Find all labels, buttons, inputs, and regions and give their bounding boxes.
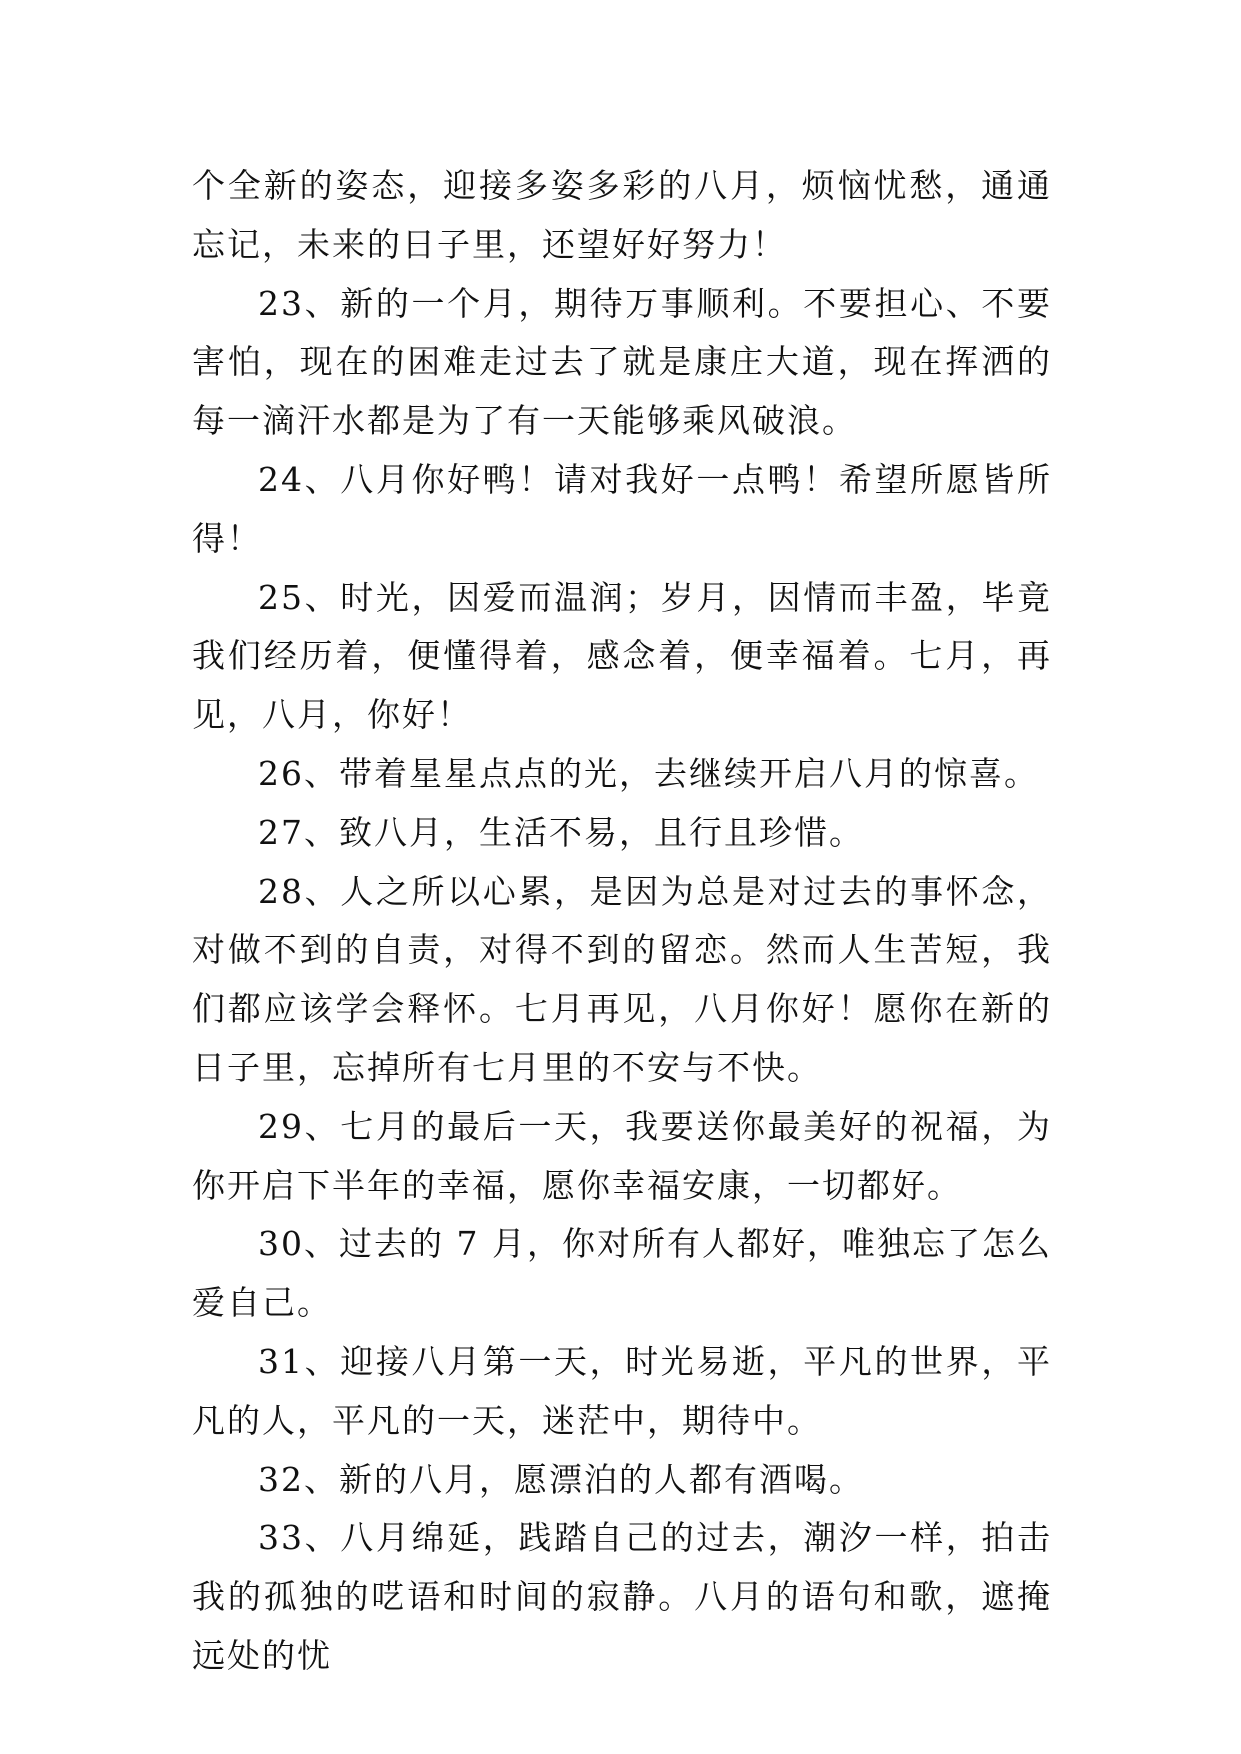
- paragraph-item-33: 33、八月绵延，践踏自己的过去，潮汐一样，拍击我的孤独的呓语和时间的寂静。八月的语句和歌，遮掩远处的忧: [192, 1518, 1052, 1675]
- document-body: [192, 157, 1052, 1686]
- paragraph-item-27: 27、致八月，生活不易，且行且珍惜。: [258, 812, 864, 852]
- paragraph-item-24: 24、八月你好鸭！请对我好一点鸭！希望所愿皆所得！: [192, 459, 1052, 558]
- paragraph-item-30: 30、过去的 7 月，你对所有人都好，唯独忘了怎么爱自己。: [192, 1224, 1052, 1323]
- paragraph-continuation: 个全新的姿态，迎接多姿多彩的八月，烦恼忧愁，通通忘记，未来的日子里，还望好好努力！: [192, 166, 1052, 264]
- paragraph-item-23: 23、新的一个月，期待万事顺利。不要担心、不要害怕，现在的困难走过去了就是康庄大道，现在挥洒的每一滴汗水都是为了有一天能够乘风破浪。: [192, 283, 1052, 441]
- paragraph-item-26: 26、带着星星点点的光，去继续开启八月的惊喜。: [258, 753, 1039, 793]
- paragraph-item-31: 31、迎接八月第一天，时光易逝，平凡的世界，平凡的人，平凡的一天，迷茫中，期待中。: [192, 1341, 1052, 1440]
- paragraph-item-32: 32、新的八月，愿漂泊的人都有酒喝。: [258, 1459, 864, 1499]
- paragraph-item-25: 25、时光，因爱而温润；岁月，因情而丰盈，毕竟我们经历着，便懂得着，感念着，便幸福着。七月，再见，八月，你好！: [192, 577, 1052, 735]
- paragraph-item-28: 28、人之所以心累，是因为总是对过去的事怀念，对做不到的自责，对得不到的留恋。然而人生苦短，我们都应该学会释怀。七月再见，八月你好！愿你在新的日子里，忘掉所有七月里的不安与不快。: [192, 871, 1052, 1087]
- paragraph-item-29: 29、七月的最后一天，我要送你最美好的祝福，为你开启下半年的幸福，愿你幸福安康，一切都好。: [192, 1106, 1052, 1205]
